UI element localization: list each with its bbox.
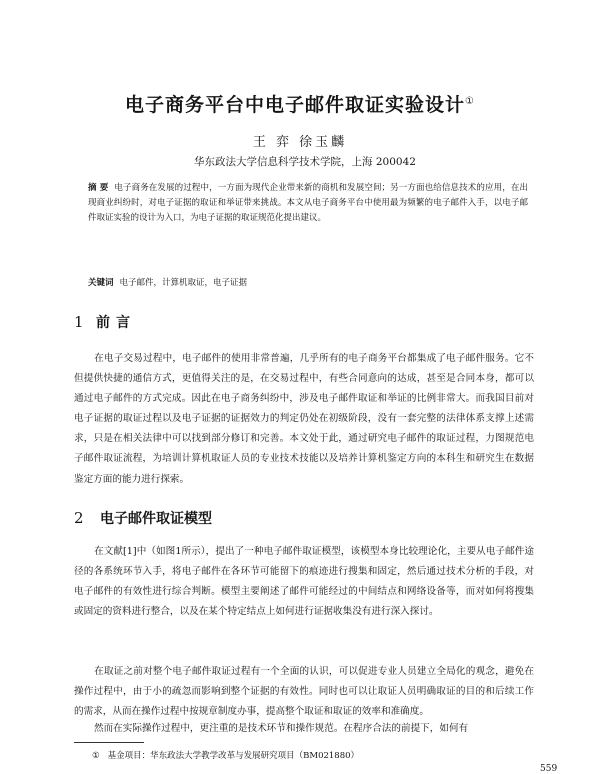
section-2-title: 电子邮件取证模型: [100, 511, 212, 527]
section-2-paragraph-1: [74, 542, 534, 622]
section-2-number: 2: [74, 509, 84, 527]
section-2-paragraph-1-text: 在文献[1]中（如图1所示），提出了一种电子邮件取证模型，该模型本身比较理论化，主要从电子邮件途径的各系统环节入手，将电子邮件在各环节可能留下的痕迹进行搜集和固定，然后通过技术分析的手段，对电子邮件的有效性进行综合判断。模型主要阐述了邮件可能经过的中间结点和网络设备等，而对如何将搜集或固定的资料进行整合，以及在某个特定结点上如何进行证据收集没有进行深入探讨。: [74, 546, 534, 618]
author-list: 王 弈 徐玉麟: [252, 135, 348, 150]
abstract-text: 电子商务在发展的过程中，一方面为现代企业带来新的商机和发展空间；另一方面也给信息技术的应用，在出现商业纠纷时，对电子证据的取证和举证带来挑战。本文从电子商务平台中使用最为频繁的电子邮件入手，以电子邮件取证实验的设计为入口，为电子证据的取证规范化提出建议。: [88, 183, 528, 224]
paper-title: [0, 92, 600, 118]
section-2-paragraph-3: [74, 719, 534, 739]
title-text: 电子商务平台中电子邮件取证实验设计: [125, 94, 466, 116]
abstract-label: 摘 要: [88, 183, 109, 193]
section-1-number: 1: [74, 313, 84, 331]
footnote-divider: [74, 742, 144, 743]
page-number: 559: [540, 764, 558, 774]
section-1-heading: [74, 312, 136, 333]
section-1-title: 前言: [96, 315, 136, 331]
keywords-block: [88, 276, 528, 291]
title-footnote-mark: ①: [465, 96, 475, 107]
section-2-paragraph-2: [74, 662, 534, 722]
abstract-block: [88, 181, 528, 227]
keywords-text: 电子邮件，计算机取证，电子证据: [119, 278, 248, 288]
section-2-paragraph-3-text: 然而在实际操作过程中，更注重的是技术环节和操作规范。在程序合法的前提下，如何有: [94, 723, 469, 734]
section-2-heading: [74, 508, 212, 529]
section-2-paragraph-2-text: 在取证之前对整个电子邮件取证过程有一个全面的认识，可以促进专业人员建立全局化的观念，避免在操作过程中，由于小的疏忽而影响到整个证据的有效性。同时也可以让取证人员明确取证的目的和后续工作的需求，从而在操作过程中按规章制度办事，提高整个取证和取证的效率和准确度。: [74, 666, 534, 718]
author-affiliation: 华东政法大学信息科学技术学院，上海 200042: [194, 156, 416, 168]
section-1-paragraph-text: 在电子交易过程中，电子邮件的使用非常普遍，几乎所有的电子商务平台都集成了电子邮件服务。它不但提供快捷的通信方式，更值得关注的是，在交易过程中，有些合同意向的达成，甚至是合同本身，都可以通过电子邮件的方式完成。因此在电子商务纠纷中，涉及电子邮件取证和举证的比例非常大。而我国目前对电子证据的取证过程以及电子证据的证据效力的判定仍处在初级阶段，没有一套完整的法律体系支撑上述需求，只是在相关法律中可以找到部分修订和完善。本文处于此，通过研究电子邮件的取证过程，力图规范电子邮件取证流程，为培训计算机取证人员的专业技术技能以及培养计算机鉴定方向的本科生和研究生在数据鉴定方面的能力进行探索。: [74, 353, 534, 485]
section-1-paragraph: [74, 349, 534, 490]
footnote-text: 基金项目：华东政法大学教学改革与发展研究项目（BM021880）: [107, 751, 360, 761]
footnote: [92, 750, 359, 762]
keywords-label: 关键词: [88, 278, 114, 288]
footnote-mark: ①: [92, 751, 100, 761]
